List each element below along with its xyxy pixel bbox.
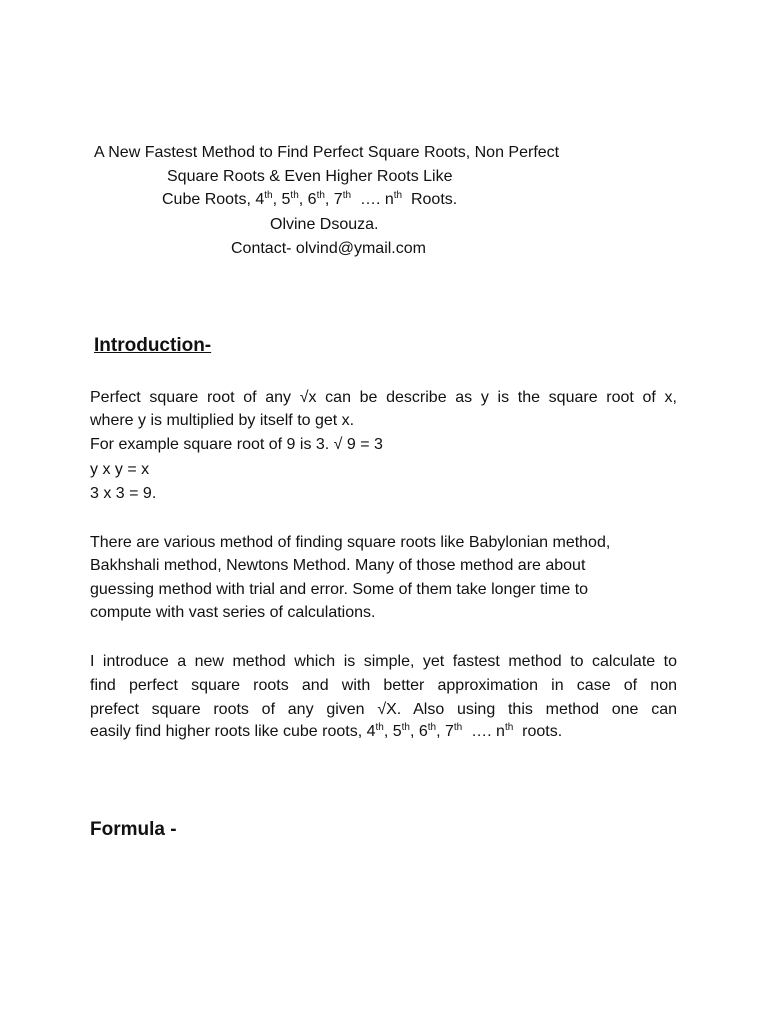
title-line-3-prefix: Cube Roots, 4 — [162, 191, 265, 208]
num-5: 5 — [392, 723, 402, 740]
intro-p3-line-2: find perfect square roots and with better approximation in case of non — [90, 677, 677, 694]
intro-p3-line-4 — [90, 722, 562, 742]
sep: , — [272, 191, 282, 208]
sep: , — [409, 723, 419, 740]
sup-5th-b: th — [401, 722, 410, 733]
sup-6th-b: th — [427, 722, 437, 733]
sup-4th-b: th — [375, 722, 384, 733]
ellipsis-n: …. n — [462, 723, 505, 740]
sup-4th: th — [264, 190, 273, 201]
contact-line: Contact- olvind@ymail.com — [231, 240, 426, 257]
title-line-3-suffix: Roots. — [402, 191, 458, 208]
sup-nth: th — [393, 190, 403, 201]
introduction-heading: Introduction- — [94, 335, 212, 356]
num-7: 7 — [445, 723, 454, 740]
intro-p1-line-3: For example square root of 9 is 3. √ 9 = 3 — [90, 436, 383, 453]
sup-5th: th — [290, 190, 299, 201]
sup-nth-b: th — [504, 722, 514, 733]
sep: , — [436, 723, 445, 740]
intro-p3-line-1: I introduce a new method which is simple, yet fastest method to calculate to — [90, 653, 677, 670]
sep: , — [383, 723, 393, 740]
intro-p1-line-1: Perfect square root of any √x can be describe as y is the square root of x, — [90, 389, 677, 406]
ellipsis-n: …. n — [351, 191, 394, 208]
num-5: 5 — [281, 191, 291, 208]
intro-p1-line-2: where y is multiplied by itself to get x. — [90, 412, 355, 429]
sup-7th: th — [342, 190, 352, 201]
intro-p2-line-2: Bakhshali method, Newtons Method. Many of those method are about — [90, 557, 586, 574]
sep: , — [324, 191, 334, 208]
sup-7th-b: th — [453, 722, 463, 733]
intro-p3-line-4-prefix: easily find higher roots like cube roots, 4 — [90, 723, 376, 740]
num-7: 7 — [333, 191, 343, 208]
intro-p3-line-3: prefect square roots of any given √X. Also using this method one can — [90, 701, 677, 718]
sup-6th: th — [316, 190, 325, 201]
intro-p2-line-4: compute with vast series of calculations. — [90, 604, 376, 621]
intro-p2-line-3: guessing method with trial and error. Some of them take longer time to — [90, 581, 589, 598]
intro-p2-line-1: There are various method of finding square roots like Babylonian method, — [90, 534, 611, 551]
title-line-2: Square Roots & Even Higher Roots Like — [167, 168, 453, 185]
title-line-1: A New Fastest Method to Find Perfect Square Roots, Non Perfect — [94, 144, 560, 161]
num-6: 6 — [307, 191, 317, 208]
author-name: Olvine Dsouza. — [270, 216, 379, 233]
intro-p3-line-4-suffix: roots. — [513, 723, 563, 740]
formula-heading: Formula - — [90, 819, 177, 840]
sep: , — [298, 191, 308, 208]
intro-p1-line-4: y x y = x — [90, 461, 150, 478]
intro-p1-line-5: 3 x 3 = 9. — [90, 485, 157, 502]
num-6: 6 — [418, 723, 428, 740]
title-line-3 — [162, 190, 457, 210]
